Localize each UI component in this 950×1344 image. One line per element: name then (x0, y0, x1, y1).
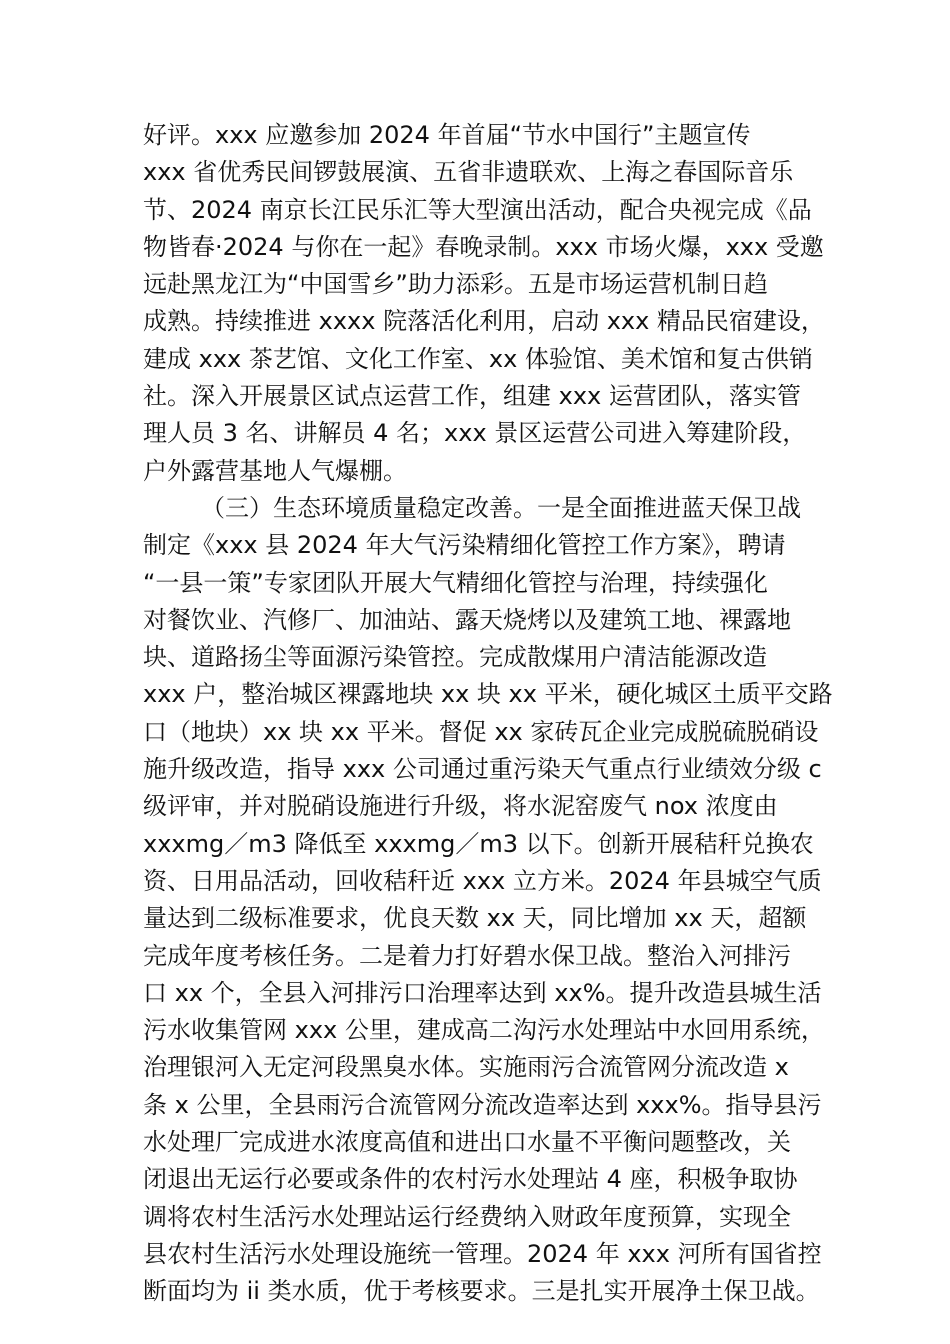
text-line: 建成 xxx 茶艺馆、文化工作室、xx 体验馆、美术馆和复古供销 (143, 344, 813, 373)
text-line: 资、日用品活动，回收秸秆近 xxx 立方米。2024 年县城空气质 (143, 866, 822, 895)
text-line: 级评审，并对脱硝设施进行升级，将水泥窑废气 nox 浓度由 (143, 792, 778, 821)
text-line: 口（地块）xx 块 xx 平米。督促 xx 家砖瓦企业完成脱硫脱硝设 (143, 717, 819, 746)
text-line: 闭退出无运行必要或条件的农村污水处理站 4 座，积极争取协 (143, 1165, 798, 1194)
text-line: 断面均为 ii 类水质，优于考核要求。三是扎实开展净土保卫战。 (143, 1277, 820, 1306)
text-line: 条 x 公里，全县雨污合流管网分流改造率达到 xxx%。指导县污 (143, 1090, 822, 1119)
text-line: 调将农村生活污水处理站运行经费纳入财政年度预算，实现全 (143, 1202, 791, 1231)
text-line: xxx 省优秀民间锣鼓展演、五省非遗联欢、上海之春国际音乐 (143, 158, 794, 187)
text-line: 块、道路扬尘等面源污染管控。完成散煤用户清洁能源改造 (143, 643, 767, 672)
text-line: 物皆春·2024 与你在一起》春晚录制。xxx 市场火爆，xxx 受邀 (143, 232, 824, 261)
text-line: “一县一策”专家团队开展大气精细化管控与治理，持续强化 (143, 568, 768, 597)
text-line: 量达到二级标准要求，优良天数 xx 天，同比增加 xx 天，超额 (143, 904, 807, 933)
text-line: 制定《xxx 县 2024 年大气污染精细化管控工作方案》，聘请 (143, 531, 786, 560)
text-line: 水处理厂完成进水浓度高值和进出口水量不平衡问题整改，关 (143, 1128, 791, 1157)
text-line: 治理银河入无定河段黑臭水体。实施雨污合流管网分流改造 x (143, 1053, 789, 1082)
text-line: xxxmg／m3 降低至 xxxmg／m3 以下。创新开展秸秆兑换农 (143, 829, 814, 858)
section-heading-line: （三）生态环境质量稳定改善。一是全面推进蓝天保卫战 (201, 493, 801, 522)
text-line: 社。深入开展景区试点运营工作，组建 xxx 运营团队，落实管 (143, 382, 801, 411)
text-line: 好评。xxx 应邀参加 2024 年首届“节水中国行”主题宣传 (143, 121, 751, 149)
text-line: 县农村生活污水处理设施统一管理。2024 年 xxx 河所有国省控 (143, 1239, 822, 1268)
text-line: 理人员 3 名、讲解员 4 名；xxx 景区运营公司进入筹建阶段， (143, 419, 807, 448)
body-text (143, 117, 833, 1311)
text-line: 施升级改造，指导 xxx 公司通过重污染天气重点行业绩效分级 c (143, 755, 822, 784)
text-line: 完成年度考核任务。二是着力打好碧水保卫战。整治入河排污 (143, 941, 791, 970)
text-line: xxx 户，整治城区裸露地块 xx 块 xx 平米，硬化城区土质平交路 (143, 680, 833, 709)
text-line: 户外露营基地人气爆棚。 (143, 456, 407, 485)
text-line: 远赴黑龙江为“中国雪乡”助力添彩。五是市场运营机制日趋 (143, 270, 768, 299)
text-line: 节、2024 南京长江民乐汇等大型演出活动，配合央视完成《品 (143, 195, 812, 224)
text-line: 污水收集管网 xxx 公里，建成高二沟污水处理站中水回用系统， (143, 1016, 825, 1045)
text-line: 对餐饮业、汽修厂、加油站、露天烧烤以及建筑工地、裸露地 (143, 605, 791, 634)
text-line: 成熟。持续推进 xxxx 院落活化利用，启动 xxx 精品民宿建设， (143, 307, 825, 336)
text-line: 口 xx 个，全县入河排污口治理率达到 xx%。提升改造县城生活 (143, 978, 822, 1007)
